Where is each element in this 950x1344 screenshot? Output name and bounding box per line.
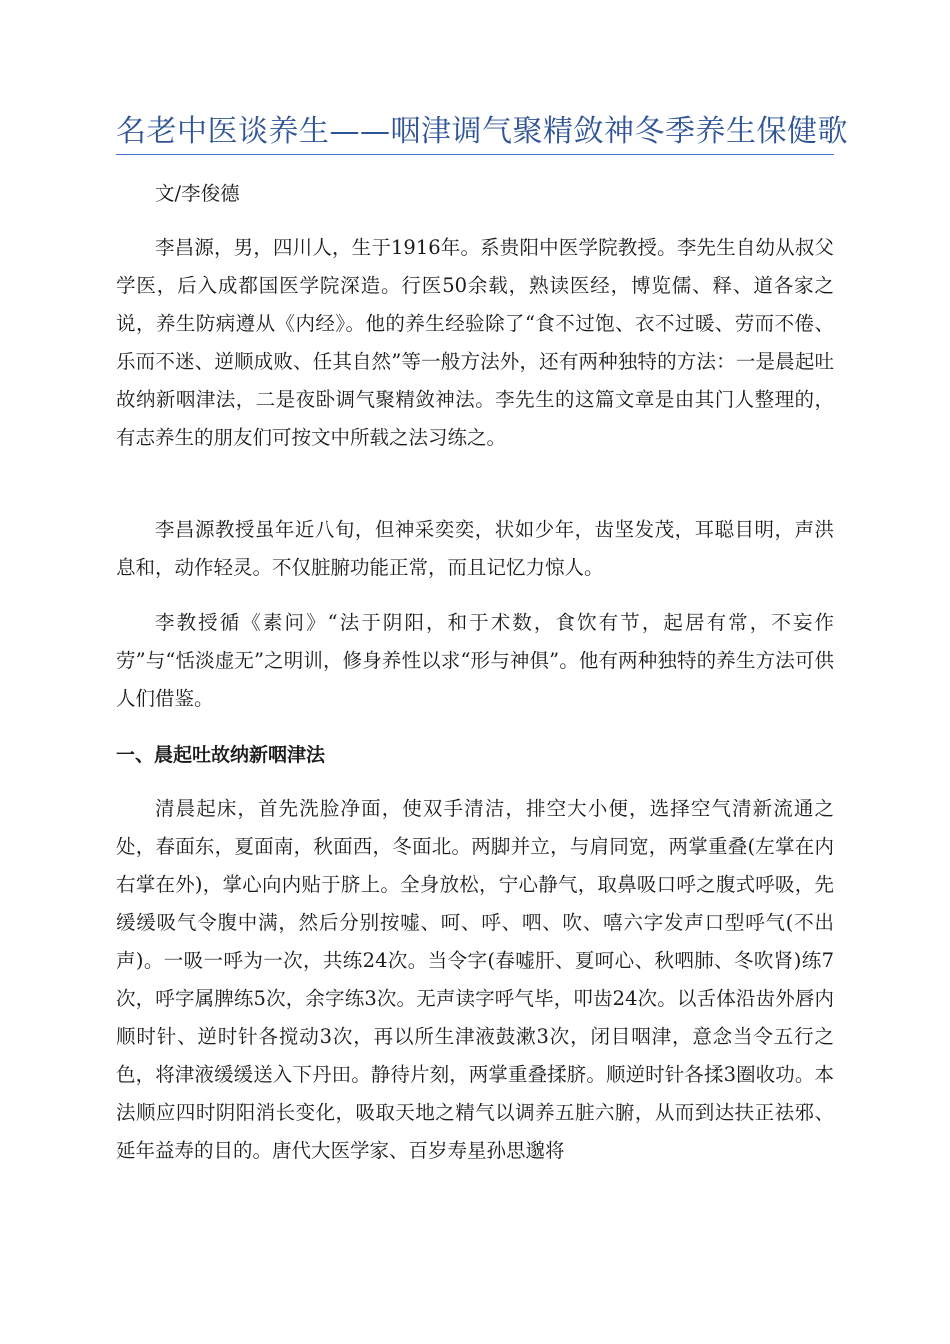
paragraph-appearance: 李昌源教授虽年近八旬，但神采奕奕，状如少年，齿坚发茂，耳聪目明，声洪息和，动作轻灵。不仅脏腑功能正常，而且记忆力惊人。 bbox=[116, 518, 834, 579]
section-heading-1: 一、晨起吐故纳新咽津法 bbox=[116, 744, 326, 766]
paragraph-method-1: 清晨起床，首先洗脸净面，使双手清洁，排空大小便，选择空气清新流通之处，春面东，夏面南，秋面西，冬面北。两脚并立，与肩同宽，两掌重叠(左掌在内右掌在外)，掌心向内贴于脐上。全身放松，宁心静气，取鼻吸口呼之腹式呼吸，先缓缓吸气令腹中满，然后分别按嘘、呵、呼、呬、吹、嘻六字发声口型呼气(不出声)。一吸一呼为一次，共练24次。当令字(春嘘肝、夏呵心、秋呬肺、冬吹肾)练7次，呼字属脾练5次，余字练3次。无声读字呼气毕，叩齿24次。以舌体沿齿外唇内顺时针、逆时针各搅动3次，再以所生津液鼓漱3次，闭目咽津，意念当令五行之色，将津液缓缓送入下丹田。静待片刻，两掌重叠揉脐。顺逆时针各揉3圈收功。本法顺应四时阴阳消长变化，吸取天地之精气以调养五脏六腑，从而到达扶正祛邪、延年益寿的目的。唐代大医学家、百岁寿星孙思邈将 bbox=[116, 797, 834, 1162]
author-line: 文/李俊德 bbox=[155, 182, 240, 205]
paragraph-principles: 李教授循《素问》“法于阴阳，和于术数，食饮有节，起居有常，不妄作劳”与“恬淡虚无”之明训，修身养性以求“形与神俱”。他有两种独特的养生方法可供人们借鉴。 bbox=[116, 611, 834, 710]
title-underline bbox=[116, 154, 834, 155]
paragraph-intro: 李昌源，男，四川人，生于1916年。系贵阳中医学院教授。李先生自幼从叔父学医，后入成都国医学院深造。行医50余载，熟读医经，博览儒、释、道各家之说，养生防病遵从《内经》。他的养生经验除了“食不过饱、衣不过暖、劳而不倦、乐而不迷、逆顺成败、任其自然”等一般方法外，还有两种独特的方法：一是晨起吐故纳新咽津法，二是夜卧调气聚精敛神法。李先生的这篇文章是由其门人整理的，有志养生的朋友们可按文中所载之法习练之。 bbox=[116, 236, 834, 449]
document-title: 名老中医谈养生——咽津调气聚精敛神冬季养生保健歌 bbox=[116, 114, 848, 149]
